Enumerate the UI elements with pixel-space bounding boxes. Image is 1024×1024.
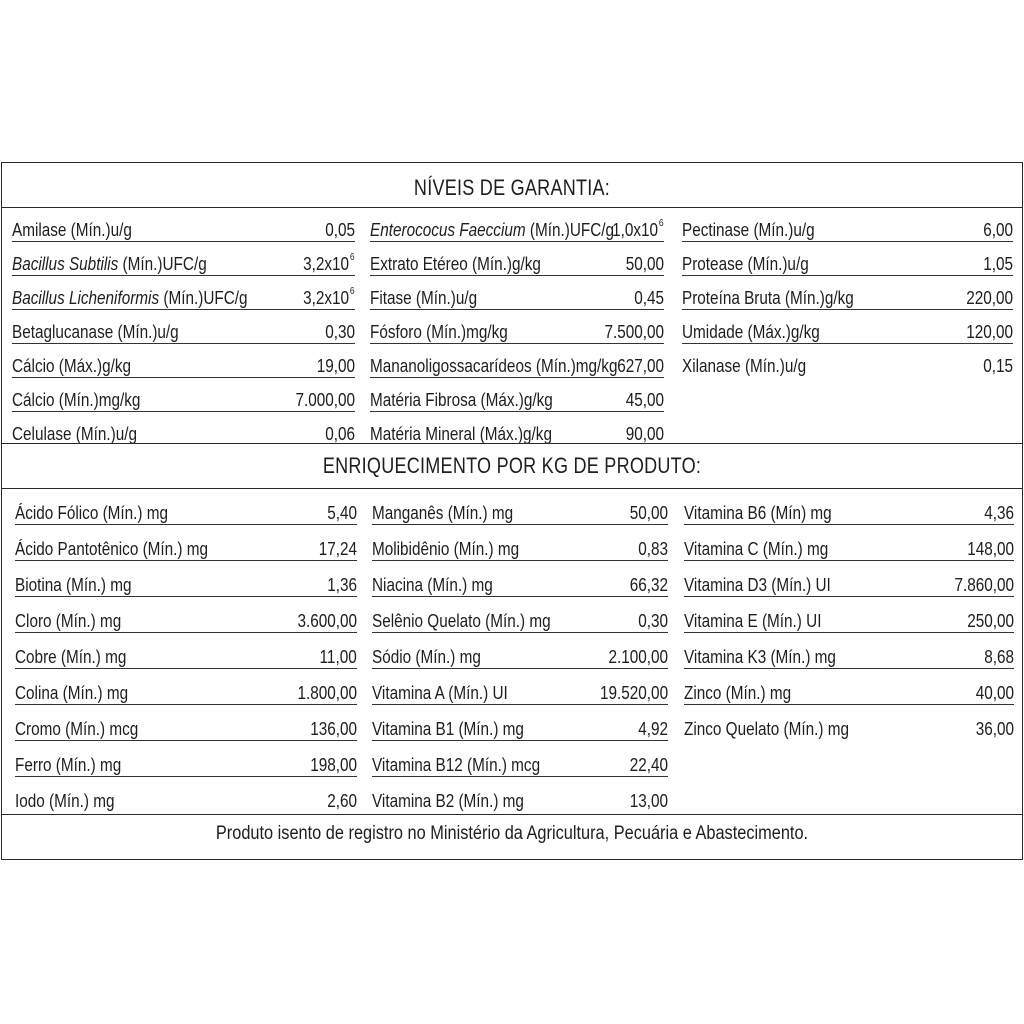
row-value xyxy=(976,720,1014,738)
table-row xyxy=(15,524,357,561)
table-row xyxy=(684,560,1014,597)
table-row xyxy=(15,596,357,633)
row-label xyxy=(682,357,806,375)
row-value-number: 0,06 xyxy=(325,424,355,444)
row-value xyxy=(638,612,668,630)
row-label: Molibidênio (Mín.) mg xyxy=(372,539,520,559)
guarantee-title: NÍVEIS DE GARANTIA: xyxy=(413,175,611,200)
row-value-number: 7.500,00 xyxy=(604,322,664,342)
row-value xyxy=(630,504,668,522)
row-name: Matéria Mineral xyxy=(370,424,476,444)
table-row xyxy=(12,377,355,412)
row-label: Vitamina D3 (Mín.) UI xyxy=(684,575,831,595)
row-value-number: 148,00 xyxy=(967,539,1014,559)
table-row xyxy=(12,241,355,276)
table-row xyxy=(684,488,1014,525)
table-row xyxy=(684,704,1014,740)
row-value xyxy=(967,540,1014,558)
row-value xyxy=(295,391,355,409)
row-name: Cálcio xyxy=(12,356,55,376)
row-value xyxy=(626,391,664,409)
row-value-number: 3,2x10 xyxy=(303,254,350,274)
row-value xyxy=(310,756,357,774)
row-unit: (Mín.)u/g xyxy=(749,220,815,240)
table-row xyxy=(370,207,664,242)
row-name: Fósforo xyxy=(370,322,422,342)
row-name: Extrato Etéreo xyxy=(370,254,468,274)
row-unit: (Mín.)UFC/g xyxy=(159,288,248,308)
row-label: Selênio Quelato (Mín.) mg xyxy=(372,611,551,631)
row-value-number: 2,60 xyxy=(327,791,357,811)
row-value-number: 1,36 xyxy=(327,575,357,595)
row-name: Mananoligossacarídeos xyxy=(370,356,532,376)
row-value-number: 0,05 xyxy=(325,220,355,240)
row-value xyxy=(984,504,1014,522)
row-name: Protease xyxy=(682,254,744,274)
row-unit: (Mín.)mg/kg xyxy=(54,390,141,410)
row-value-number: 3.600,00 xyxy=(297,611,357,631)
row-label xyxy=(370,323,508,341)
row-label xyxy=(370,425,552,443)
row-value-number: 1,0x10 xyxy=(612,220,659,240)
row-value xyxy=(297,612,357,630)
row-value xyxy=(630,792,668,810)
row-value xyxy=(984,648,1014,666)
row-value-number: 6,00 xyxy=(983,220,1013,240)
table-row xyxy=(372,740,668,777)
row-value-number: 198,00 xyxy=(310,755,357,775)
table-row xyxy=(12,207,355,242)
row-value xyxy=(317,357,355,375)
row-label: Vitamina A (Mín.) UI xyxy=(372,683,508,703)
row-label: Zinco Quelato (Mín.) mg xyxy=(684,719,849,739)
table-row xyxy=(372,524,668,561)
row-unit: (Mín.)u/g xyxy=(66,220,132,240)
table-row xyxy=(684,668,1014,705)
row-name: Enterococus Faeccium xyxy=(370,220,526,240)
row-value xyxy=(967,612,1014,630)
table-row xyxy=(684,596,1014,633)
row-value xyxy=(327,576,357,594)
table-row xyxy=(372,488,668,525)
table-row xyxy=(370,241,664,276)
row-label xyxy=(12,323,179,341)
row-value-number: 90,00 xyxy=(625,424,664,444)
row-unit: (Mín.)mg/kg xyxy=(421,322,508,342)
row-label: Niacina (Mín.) mg xyxy=(372,575,493,595)
row-value xyxy=(325,323,355,341)
row-label: Sódio (Mín.) mg xyxy=(372,647,481,667)
table-row xyxy=(372,704,668,741)
row-value xyxy=(983,255,1013,273)
row-value xyxy=(303,287,355,307)
table-row xyxy=(15,776,357,812)
table-row xyxy=(682,241,1013,276)
row-unit: (Mín.)u/g xyxy=(113,322,179,342)
row-name: Amilase xyxy=(12,220,67,240)
table-row xyxy=(682,309,1013,344)
row-label: Cromo (Mín.) mcg xyxy=(15,719,139,739)
table-row xyxy=(15,488,357,525)
row-unit: (Mín.)u/g xyxy=(71,424,138,444)
divider-bottom xyxy=(2,814,1022,815)
row-value-number: 4,92 xyxy=(638,719,668,739)
table-row xyxy=(15,704,357,741)
row-label: Vitamina K3 (Mín.) mg xyxy=(684,647,836,667)
row-name: Xilanase xyxy=(682,356,741,376)
row-label: Manganês (Mín.) mg xyxy=(372,503,514,523)
table-row xyxy=(682,275,1013,310)
table-row xyxy=(682,343,1013,377)
row-label xyxy=(370,289,477,307)
table-row xyxy=(372,596,668,633)
row-value-number: 1.800,00 xyxy=(297,683,357,703)
table-row xyxy=(372,632,668,669)
row-label: Colina (Mín.) mg xyxy=(15,683,129,703)
row-value xyxy=(983,221,1013,239)
row-label: Vitamina B1 (Mín.) mg xyxy=(372,719,524,739)
row-value xyxy=(310,720,357,738)
row-value-exponent: 6 xyxy=(350,252,355,263)
row-value xyxy=(966,289,1013,307)
row-label: Ácido Pantotênico (Mín.) mg xyxy=(15,539,209,559)
row-name: Bacillus Subtilis xyxy=(12,254,119,274)
row-label: Vitamina B6 (Mín) mg xyxy=(684,503,832,523)
row-value xyxy=(604,323,664,341)
row-value-number: 0,45 xyxy=(634,288,664,308)
row-name: Proteína Bruta xyxy=(682,288,781,308)
row-value-number: 1,05 xyxy=(983,254,1013,274)
row-value xyxy=(608,648,668,666)
row-label xyxy=(370,357,617,375)
row-value-number: 50,00 xyxy=(629,503,668,523)
table-row xyxy=(370,343,664,378)
row-value xyxy=(626,255,664,273)
row-label xyxy=(682,255,809,273)
row-value xyxy=(966,323,1013,341)
row-unit: (Mín.)u/g xyxy=(743,254,809,274)
row-label xyxy=(370,391,553,409)
row-unit: (Máx.)g/kg xyxy=(476,390,553,410)
row-label: Zinco (Mín.) mg xyxy=(684,683,792,703)
row-value-number: 0,30 xyxy=(325,322,355,342)
row-label: Biotina (Mín.) mg xyxy=(15,575,132,595)
row-value xyxy=(976,684,1014,702)
row-name: Cálcio xyxy=(12,390,55,410)
row-value xyxy=(320,648,357,666)
row-value xyxy=(983,357,1013,375)
row-label xyxy=(370,221,614,239)
row-unit: (Mín.)UFC/g xyxy=(525,220,615,240)
row-value-number: 220,00 xyxy=(966,288,1013,308)
row-label xyxy=(682,289,854,307)
row-label xyxy=(12,425,137,443)
row-name: Bacillus Licheniformis xyxy=(12,288,160,308)
row-value-number: 22,40 xyxy=(629,755,668,775)
table-row xyxy=(12,275,355,310)
row-value-number: 11,00 xyxy=(319,647,357,667)
row-label: Iodo (Mín.) mg xyxy=(15,791,115,811)
row-value-number: 7.000,00 xyxy=(295,390,355,410)
row-label xyxy=(12,357,131,375)
row-name: Fitase xyxy=(370,288,412,308)
row-value xyxy=(303,253,355,273)
row-label: Cobre (Mín.) mg xyxy=(15,647,127,667)
row-value-number: 2.100,00 xyxy=(608,647,668,667)
table-row xyxy=(684,632,1014,669)
row-label xyxy=(12,289,248,307)
row-label xyxy=(12,391,140,409)
row-value xyxy=(638,720,668,738)
row-unit: (Máx.)g/kg xyxy=(475,424,552,444)
row-value-number: 36,00 xyxy=(975,719,1014,739)
row-value xyxy=(634,289,664,307)
row-label: Cloro (Mín.) mg xyxy=(15,611,122,631)
table-row xyxy=(372,776,668,812)
row-label: Vitamina B12 (Mín.) mcg xyxy=(372,755,541,775)
row-value-number: 0,83 xyxy=(638,539,668,559)
table-row xyxy=(15,560,357,597)
row-label xyxy=(12,221,132,239)
table-row xyxy=(12,309,355,344)
table-row xyxy=(12,411,355,445)
row-value-number: 17,24 xyxy=(318,539,357,559)
row-name: Umidade xyxy=(682,322,744,342)
row-value-number: 19.520,00 xyxy=(599,683,668,703)
row-value-number: 4,36 xyxy=(984,503,1014,523)
guarantee-table xyxy=(2,207,1022,443)
row-value-number: 136,00 xyxy=(310,719,357,739)
row-name: Betaglucanase xyxy=(12,322,114,342)
table-row xyxy=(15,668,357,705)
table-row xyxy=(370,309,664,344)
table-row xyxy=(15,632,357,669)
row-unit: (Mín.)UFC/g xyxy=(118,254,207,274)
row-label: Ácido Fólico (Mín.) mg xyxy=(15,503,169,523)
row-value xyxy=(626,425,664,443)
row-value-number: 7.860,00 xyxy=(954,575,1014,595)
row-label: Vitamina C (Mín.) mg xyxy=(684,539,829,559)
guarantee-label xyxy=(1,162,1023,860)
row-value xyxy=(327,504,357,522)
row-name: Matéria Fibrosa xyxy=(370,390,477,410)
row-label: Ferro (Mín.) mg xyxy=(15,755,122,775)
row-unit: (Mín.)u/g xyxy=(411,288,478,308)
row-value xyxy=(630,576,668,594)
row-label xyxy=(12,255,207,273)
row-value xyxy=(600,684,668,702)
row-value-number: 40,00 xyxy=(975,683,1014,703)
row-value-number: 13,00 xyxy=(629,791,668,811)
row-unit: (Máx.)g/kg xyxy=(743,322,820,342)
row-value-number: 250,00 xyxy=(967,611,1014,631)
row-label: Vitamina B2 (Mín.) mg xyxy=(372,791,524,811)
table-row xyxy=(370,377,664,412)
row-unit: (Mín.)mg/kg xyxy=(531,356,618,376)
enrichment-title: ENRIQUECIMENTO POR KG DE PRODUTO: xyxy=(322,453,702,478)
table-row xyxy=(12,343,355,378)
row-value-number: 66,32 xyxy=(629,575,668,595)
row-label xyxy=(370,255,541,273)
row-value-number: 120,00 xyxy=(966,322,1013,342)
row-value-exponent: 6 xyxy=(659,218,664,229)
table-row xyxy=(372,668,668,705)
row-unit: (Máx.)g/kg xyxy=(54,356,132,376)
row-value-number: 19,00 xyxy=(316,356,355,376)
row-value xyxy=(617,357,664,375)
row-unit: (Mín.)u/g xyxy=(740,356,807,376)
row-value-exponent: 6 xyxy=(350,286,355,297)
row-value-number: 3,2x10 xyxy=(303,288,350,308)
row-name: Pectinase xyxy=(682,220,750,240)
row-value-number: 8,68 xyxy=(984,647,1014,667)
row-label xyxy=(682,323,820,341)
row-value xyxy=(612,219,664,239)
table-row xyxy=(682,207,1013,242)
divider-middle xyxy=(2,443,1022,444)
row-label xyxy=(682,221,815,239)
row-value-number: 0,15 xyxy=(983,356,1013,376)
table-row xyxy=(684,524,1014,561)
table-row xyxy=(370,411,664,445)
row-value xyxy=(297,684,357,702)
row-name: Celulase xyxy=(12,424,72,444)
row-value xyxy=(954,576,1014,594)
row-value-number: 0,30 xyxy=(638,611,668,631)
footer-note: Produto isento de registro no Ministério da Agricultura, Pecuária e Abastecimento. xyxy=(215,823,809,844)
table-row xyxy=(370,275,664,310)
row-value xyxy=(638,540,668,558)
row-value-number: 45,00 xyxy=(625,390,664,410)
row-value xyxy=(630,756,668,774)
row-unit: (Mín.)g/kg xyxy=(780,288,854,308)
enrichment-table xyxy=(2,488,1022,813)
row-value xyxy=(325,221,355,239)
row-label: Vitamina E (Mín.) UI xyxy=(684,611,822,631)
row-value xyxy=(325,425,355,443)
row-value-number: 627,00 xyxy=(617,356,664,376)
row-value xyxy=(327,792,357,810)
row-unit: (Mín.)g/kg xyxy=(467,254,541,274)
row-value-number: 5,40 xyxy=(327,503,357,523)
row-value xyxy=(319,540,357,558)
row-value-number: 50,00 xyxy=(625,254,664,274)
table-row xyxy=(372,560,668,597)
table-row xyxy=(15,740,357,777)
